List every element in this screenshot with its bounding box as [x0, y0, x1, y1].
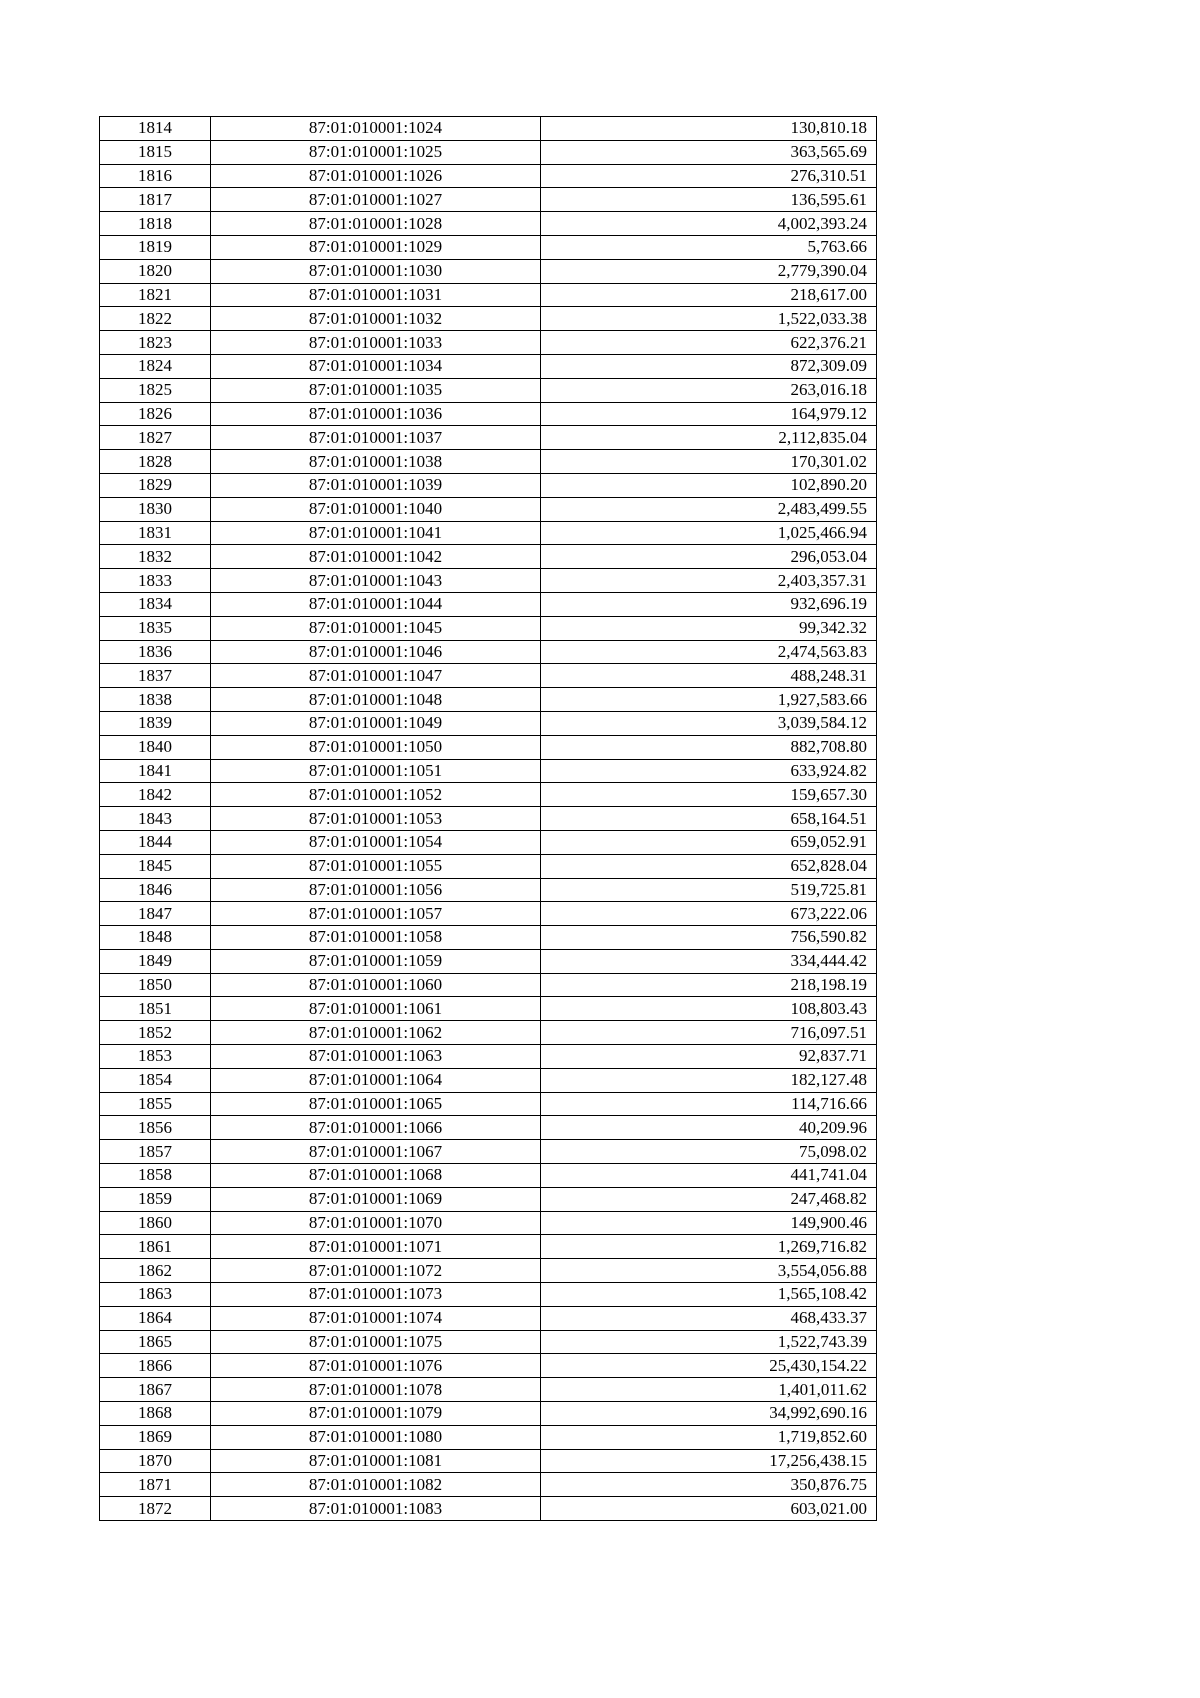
value-cell: 603,021.00: [541, 1497, 877, 1521]
row-number-cell: 1872: [100, 1497, 211, 1521]
row-number-cell: 1839: [100, 711, 211, 735]
row-number-cell: 1847: [100, 902, 211, 926]
cadastral-number-cell: 87:01:010001:1044: [211, 592, 541, 616]
value-cell: 92,837.71: [541, 1045, 877, 1069]
cadastral-number-cell: 87:01:010001:1055: [211, 854, 541, 878]
row-number-cell: 1870: [100, 1449, 211, 1473]
table-row: [100, 1164, 877, 1188]
value-cell: 468,433.37: [541, 1306, 877, 1330]
table-row: [100, 1116, 877, 1140]
row-number-cell: 1836: [100, 640, 211, 664]
value-cell: 633,924.82: [541, 759, 877, 783]
table-row: [100, 235, 877, 259]
value-cell: 218,617.00: [541, 283, 877, 307]
value-cell: 114,716.66: [541, 1092, 877, 1116]
row-number-cell: 1841: [100, 759, 211, 783]
row-number-cell: 1855: [100, 1092, 211, 1116]
row-number-cell: 1828: [100, 450, 211, 474]
value-cell: 170,301.02: [541, 450, 877, 474]
row-number-cell: 1857: [100, 1140, 211, 1164]
table-row: [100, 164, 877, 188]
table-row: [100, 1449, 877, 1473]
row-number-cell: 1865: [100, 1330, 211, 1354]
row-number-cell: 1861: [100, 1235, 211, 1259]
table-row: [100, 259, 877, 283]
table-row: [100, 283, 877, 307]
cadastral-number-cell: 87:01:010001:1082: [211, 1473, 541, 1497]
table-row: [100, 1425, 877, 1449]
value-cell: 622,376.21: [541, 331, 877, 355]
value-cell: 658,164.51: [541, 807, 877, 831]
table-row: [100, 331, 877, 355]
table-row: [100, 117, 877, 141]
row-number-cell: 1830: [100, 497, 211, 521]
cadastral-number-cell: 87:01:010001:1040: [211, 497, 541, 521]
cadastral-number-cell: 87:01:010001:1076: [211, 1354, 541, 1378]
value-cell: 882,708.80: [541, 735, 877, 759]
value-cell: 247,468.82: [541, 1187, 877, 1211]
row-number-cell: 1844: [100, 830, 211, 854]
table-row: [100, 521, 877, 545]
value-cell: 102,890.20: [541, 473, 877, 497]
cadastral-number-cell: 87:01:010001:1025: [211, 140, 541, 164]
cadastral-number-cell: 87:01:010001:1064: [211, 1068, 541, 1092]
row-number-cell: 1814: [100, 117, 211, 141]
row-number-cell: 1824: [100, 354, 211, 378]
value-cell: 756,590.82: [541, 926, 877, 950]
row-number-cell: 1817: [100, 188, 211, 212]
table-row: [100, 1473, 877, 1497]
value-cell: 3,039,584.12: [541, 711, 877, 735]
row-number-cell: 1867: [100, 1378, 211, 1402]
cadastral-number-cell: 87:01:010001:1053: [211, 807, 541, 831]
cadastral-value-table: [99, 116, 877, 1521]
table-body: [100, 117, 877, 1521]
table-row: [100, 473, 877, 497]
value-cell: 4,002,393.24: [541, 212, 877, 236]
row-number-cell: 1859: [100, 1187, 211, 1211]
table-row: [100, 307, 877, 331]
row-number-cell: 1827: [100, 426, 211, 450]
value-cell: 34,992,690.16: [541, 1402, 877, 1426]
cadastral-number-cell: 87:01:010001:1045: [211, 616, 541, 640]
cadastral-number-cell: 87:01:010001:1034: [211, 354, 541, 378]
cadastral-number-cell: 87:01:010001:1046: [211, 640, 541, 664]
table-row: [100, 497, 877, 521]
table-row: [100, 140, 877, 164]
table-row: [100, 949, 877, 973]
cadastral-number-cell: 87:01:010001:1081: [211, 1449, 541, 1473]
row-number-cell: 1850: [100, 973, 211, 997]
table-row: [100, 1354, 877, 1378]
cadastral-number-cell: 87:01:010001:1065: [211, 1092, 541, 1116]
value-cell: 263,016.18: [541, 378, 877, 402]
value-cell: 1,522,743.39: [541, 1330, 877, 1354]
value-cell: 519,725.81: [541, 878, 877, 902]
row-number-cell: 1842: [100, 783, 211, 807]
row-number-cell: 1822: [100, 307, 211, 331]
cadastral-number-cell: 87:01:010001:1067: [211, 1140, 541, 1164]
value-cell: 652,828.04: [541, 854, 877, 878]
value-cell: 488,248.31: [541, 664, 877, 688]
value-cell: 872,309.09: [541, 354, 877, 378]
value-cell: 296,053.04: [541, 545, 877, 569]
table-row: [100, 212, 877, 236]
row-number-cell: 1825: [100, 378, 211, 402]
table-row: [100, 545, 877, 569]
value-cell: 5,763.66: [541, 235, 877, 259]
value-cell: 149,900.46: [541, 1211, 877, 1235]
row-number-cell: 1846: [100, 878, 211, 902]
table-row: [100, 878, 877, 902]
cadastral-number-cell: 87:01:010001:1080: [211, 1425, 541, 1449]
table-row: [100, 1283, 877, 1307]
cadastral-number-cell: 87:01:010001:1039: [211, 473, 541, 497]
value-cell: 2,112,835.04: [541, 426, 877, 450]
value-cell: 3,554,056.88: [541, 1259, 877, 1283]
value-cell: 276,310.51: [541, 164, 877, 188]
row-number-cell: 1818: [100, 212, 211, 236]
table-row: [100, 1045, 877, 1069]
table-row: [100, 1497, 877, 1521]
cadastral-number-cell: 87:01:010001:1030: [211, 259, 541, 283]
cadastral-number-cell: 87:01:010001:1038: [211, 450, 541, 474]
cadastral-number-cell: 87:01:010001:1061: [211, 997, 541, 1021]
cadastral-number-cell: 87:01:010001:1075: [211, 1330, 541, 1354]
cadastral-number-cell: 87:01:010001:1035: [211, 378, 541, 402]
value-cell: 2,779,390.04: [541, 259, 877, 283]
row-number-cell: 1858: [100, 1164, 211, 1188]
table-row: [100, 759, 877, 783]
table-row: [100, 1021, 877, 1045]
value-cell: 1,927,583.66: [541, 688, 877, 712]
cadastral-number-cell: 87:01:010001:1049: [211, 711, 541, 735]
row-number-cell: 1821: [100, 283, 211, 307]
value-cell: 99,342.32: [541, 616, 877, 640]
cadastral-number-cell: 87:01:010001:1042: [211, 545, 541, 569]
row-number-cell: 1862: [100, 1259, 211, 1283]
value-cell: 1,401,011.62: [541, 1378, 877, 1402]
value-cell: 182,127.48: [541, 1068, 877, 1092]
value-cell: 40,209.96: [541, 1116, 877, 1140]
row-number-cell: 1843: [100, 807, 211, 831]
table-row: [100, 450, 877, 474]
cadastral-number-cell: 87:01:010001:1071: [211, 1235, 541, 1259]
row-number-cell: 1816: [100, 164, 211, 188]
table-row: [100, 926, 877, 950]
cadastral-number-cell: 87:01:010001:1079: [211, 1402, 541, 1426]
value-cell: 350,876.75: [541, 1473, 877, 1497]
cadastral-number-cell: 87:01:010001:1057: [211, 902, 541, 926]
cadastral-number-cell: 87:01:010001:1028: [211, 212, 541, 236]
row-number-cell: 1831: [100, 521, 211, 545]
table-row: [100, 640, 877, 664]
cadastral-number-cell: 87:01:010001:1051: [211, 759, 541, 783]
cadastral-number-cell: 87:01:010001:1063: [211, 1045, 541, 1069]
cadastral-number-cell: 87:01:010001:1054: [211, 830, 541, 854]
value-cell: 1,025,466.94: [541, 521, 877, 545]
value-cell: 1,522,033.38: [541, 307, 877, 331]
row-number-cell: 1832: [100, 545, 211, 569]
row-number-cell: 1869: [100, 1425, 211, 1449]
table-row: [100, 664, 877, 688]
row-number-cell: 1856: [100, 1116, 211, 1140]
row-number-cell: 1851: [100, 997, 211, 1021]
table-row: [100, 783, 877, 807]
row-number-cell: 1838: [100, 688, 211, 712]
value-cell: 673,222.06: [541, 902, 877, 926]
value-cell: 159,657.30: [541, 783, 877, 807]
cadastral-number-cell: 87:01:010001:1074: [211, 1306, 541, 1330]
row-number-cell: 1853: [100, 1045, 211, 1069]
cadastral-number-cell: 87:01:010001:1062: [211, 1021, 541, 1045]
cadastral-number-cell: 87:01:010001:1032: [211, 307, 541, 331]
row-number-cell: 1848: [100, 926, 211, 950]
value-cell: 363,565.69: [541, 140, 877, 164]
row-number-cell: 1834: [100, 592, 211, 616]
table-row: [100, 1068, 877, 1092]
table-row: [100, 402, 877, 426]
cadastral-number-cell: 87:01:010001:1050: [211, 735, 541, 759]
table-row: [100, 1330, 877, 1354]
table-row: [100, 1140, 877, 1164]
cadastral-number-cell: 87:01:010001:1033: [211, 331, 541, 355]
cadastral-number-cell: 87:01:010001:1026: [211, 164, 541, 188]
table-row: [100, 735, 877, 759]
table-row: [100, 830, 877, 854]
table-row: [100, 688, 877, 712]
table-row: [100, 997, 877, 1021]
table-row: [100, 902, 877, 926]
row-number-cell: 1866: [100, 1354, 211, 1378]
table-row: [100, 1259, 877, 1283]
table-row: [100, 569, 877, 593]
cadastral-number-cell: 87:01:010001:1058: [211, 926, 541, 950]
value-cell: 1,719,852.60: [541, 1425, 877, 1449]
table-row: [100, 1092, 877, 1116]
table-row: [100, 711, 877, 735]
row-number-cell: 1852: [100, 1021, 211, 1045]
value-cell: 108,803.43: [541, 997, 877, 1021]
table-row: [100, 1235, 877, 1259]
value-cell: 1,269,716.82: [541, 1235, 877, 1259]
row-number-cell: 1835: [100, 616, 211, 640]
row-number-cell: 1837: [100, 664, 211, 688]
row-number-cell: 1840: [100, 735, 211, 759]
row-number-cell: 1826: [100, 402, 211, 426]
cadastral-number-cell: 87:01:010001:1078: [211, 1378, 541, 1402]
cadastral-number-cell: 87:01:010001:1048: [211, 688, 541, 712]
table-row: [100, 378, 877, 402]
row-number-cell: 1871: [100, 1473, 211, 1497]
cadastral-number-cell: 87:01:010001:1066: [211, 1116, 541, 1140]
value-cell: 218,198.19: [541, 973, 877, 997]
value-cell: 25,430,154.22: [541, 1354, 877, 1378]
row-number-cell: 1845: [100, 854, 211, 878]
table-row: [100, 1378, 877, 1402]
value-cell: 334,444.42: [541, 949, 877, 973]
table-row: [100, 592, 877, 616]
value-cell: 130,810.18: [541, 117, 877, 141]
cadastral-number-cell: 87:01:010001:1024: [211, 117, 541, 141]
cadastral-number-cell: 87:01:010001:1056: [211, 878, 541, 902]
row-number-cell: 1823: [100, 331, 211, 355]
cadastral-number-cell: 87:01:010001:1041: [211, 521, 541, 545]
cadastral-number-cell: 87:01:010001:1068: [211, 1164, 541, 1188]
row-number-cell: 1868: [100, 1402, 211, 1426]
cadastral-number-cell: 87:01:010001:1052: [211, 783, 541, 807]
table-row: [100, 1306, 877, 1330]
cadastral-number-cell: 87:01:010001:1070: [211, 1211, 541, 1235]
row-number-cell: 1849: [100, 949, 211, 973]
value-cell: 1,565,108.42: [541, 1283, 877, 1307]
value-cell: 164,979.12: [541, 402, 877, 426]
table-row: [100, 854, 877, 878]
cadastral-number-cell: 87:01:010001:1031: [211, 283, 541, 307]
row-number-cell: 1833: [100, 569, 211, 593]
table-row: [100, 616, 877, 640]
value-cell: 659,052.91: [541, 830, 877, 854]
value-cell: 441,741.04: [541, 1164, 877, 1188]
cadastral-number-cell: 87:01:010001:1029: [211, 235, 541, 259]
cadastral-number-cell: 87:01:010001:1073: [211, 1283, 541, 1307]
value-cell: 2,483,499.55: [541, 497, 877, 521]
value-cell: 716,097.51: [541, 1021, 877, 1045]
value-cell: 2,403,357.31: [541, 569, 877, 593]
cadastral-number-cell: 87:01:010001:1047: [211, 664, 541, 688]
cadastral-number-cell: 87:01:010001:1060: [211, 973, 541, 997]
table-row: [100, 973, 877, 997]
cadastral-number-cell: 87:01:010001:1036: [211, 402, 541, 426]
row-number-cell: 1860: [100, 1211, 211, 1235]
table-row: [100, 426, 877, 450]
value-cell: 75,098.02: [541, 1140, 877, 1164]
row-number-cell: 1819: [100, 235, 211, 259]
cadastral-number-cell: 87:01:010001:1072: [211, 1259, 541, 1283]
row-number-cell: 1854: [100, 1068, 211, 1092]
table-row: [100, 354, 877, 378]
value-cell: 136,595.61: [541, 188, 877, 212]
row-number-cell: 1864: [100, 1306, 211, 1330]
table-row: [100, 1402, 877, 1426]
row-number-cell: 1815: [100, 140, 211, 164]
row-number-cell: 1863: [100, 1283, 211, 1307]
cadastral-number-cell: 87:01:010001:1083: [211, 1497, 541, 1521]
cadastral-number-cell: 87:01:010001:1027: [211, 188, 541, 212]
table-row: [100, 1211, 877, 1235]
value-cell: 17,256,438.15: [541, 1449, 877, 1473]
row-number-cell: 1829: [100, 473, 211, 497]
table-row: [100, 807, 877, 831]
table-row: [100, 188, 877, 212]
cadastral-number-cell: 87:01:010001:1069: [211, 1187, 541, 1211]
value-cell: 2,474,563.83: [541, 640, 877, 664]
cadastral-number-cell: 87:01:010001:1059: [211, 949, 541, 973]
cadastral-number-cell: 87:01:010001:1037: [211, 426, 541, 450]
value-cell: 932,696.19: [541, 592, 877, 616]
table-row: [100, 1187, 877, 1211]
row-number-cell: 1820: [100, 259, 211, 283]
cadastral-number-cell: 87:01:010001:1043: [211, 569, 541, 593]
